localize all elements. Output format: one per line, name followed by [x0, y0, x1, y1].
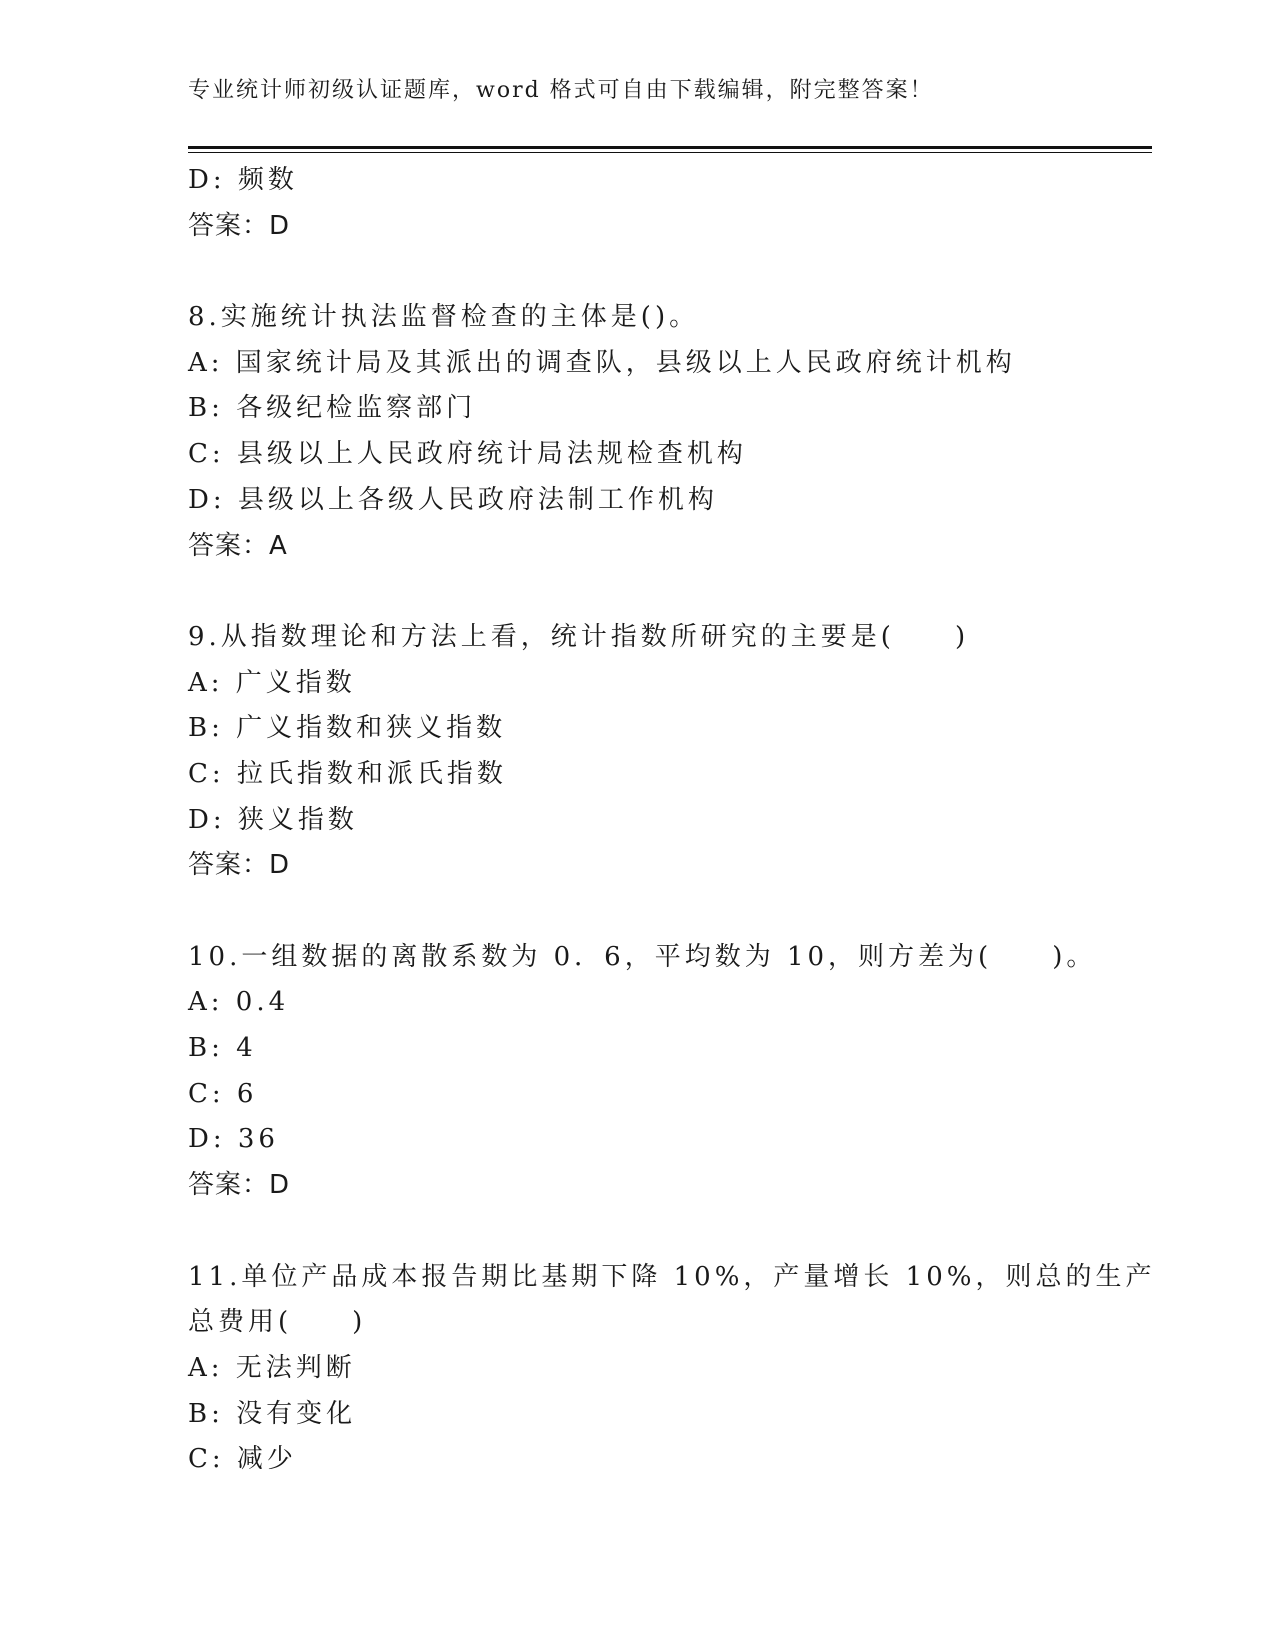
option-d: D: 36	[188, 1124, 279, 1155]
option-a: A: 国家统计局及其派出的调查队，县级以上人民政府统计机构	[188, 347, 1016, 378]
answer: 答案：A	[188, 530, 288, 561]
question-stem-line-1: 11.单位产品成本报告期比基期下降 10%，产量增长 10%，则总的生产	[188, 1261, 1156, 1292]
answer: 答案：D	[188, 850, 291, 881]
answer: 答案：D	[188, 210, 291, 241]
header-rule-thin	[188, 152, 1152, 153]
option-b: B: 各级纪检监察部门	[188, 393, 477, 424]
question-stem: 10.一组数据的离散系数为 0．6，平均数为 10，则方差为( )。	[188, 941, 1097, 972]
option-b: B: 4	[188, 1033, 257, 1064]
option-c: C: 县级以上人民政府统计局法规检查机构	[188, 439, 747, 470]
header-rule-thick	[188, 146, 1152, 149]
spacer	[188, 1209, 1088, 1255]
spacer	[188, 249, 1088, 295]
spacer	[188, 889, 1088, 935]
option-a: A: 无法判断	[188, 1352, 356, 1383]
option-d: D: 狭义指数	[188, 804, 358, 835]
option-b: B: 没有变化	[188, 1398, 357, 1429]
option-a: A: 广义指数	[188, 667, 356, 698]
option-a: A: 0.4	[188, 987, 290, 1018]
option-c: C: 减少	[188, 1444, 297, 1475]
option-c: C: 6	[188, 1078, 258, 1109]
question-list	[188, 158, 1156, 1483]
option-b: B: 广义指数和狭义指数	[188, 713, 507, 744]
question-9	[188, 615, 1088, 889]
question-stem-line-2: 总费用( )	[188, 1307, 367, 1338]
option-d: D: 县级以上各级人民政府法制工作机构	[188, 484, 718, 515]
question-10	[188, 935, 1097, 1209]
option-c: C: 拉氏指数和派氏指数	[188, 758, 507, 789]
question-11	[188, 1255, 1156, 1483]
question-stem: 9.从指数理论和方法上看，统计指数所研究的主要是( )	[188, 621, 970, 652]
page-header: 专业统计师初级认证题库，word 格式可自由下载编辑，附完整答案！	[188, 78, 934, 103]
question-7	[188, 158, 1088, 249]
question-8	[188, 295, 1088, 569]
spacer	[188, 569, 1088, 615]
answer: 答案：D	[188, 1170, 291, 1201]
question-stem: 8.实施统计执法监督检查的主体是()。	[188, 302, 700, 333]
option-d: D: 频数	[188, 165, 298, 195]
